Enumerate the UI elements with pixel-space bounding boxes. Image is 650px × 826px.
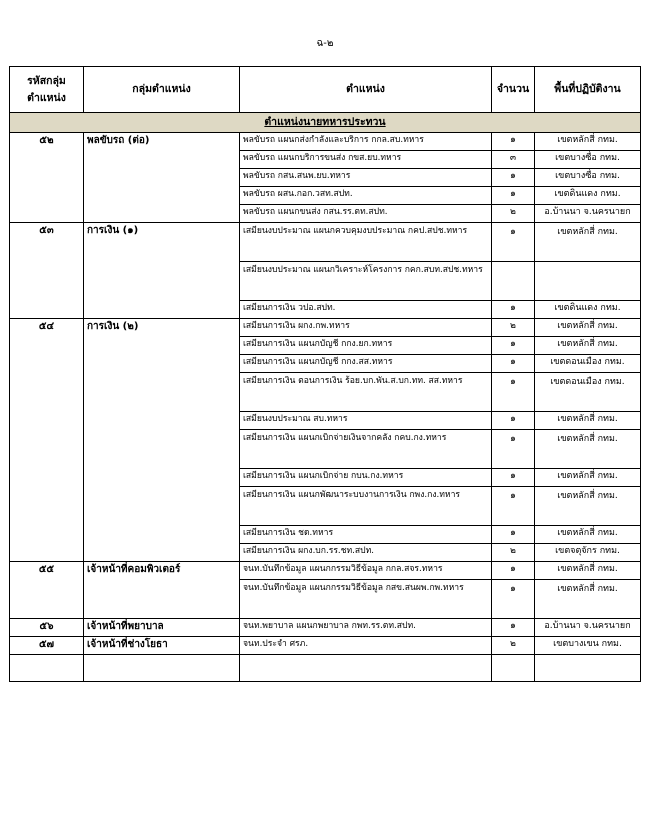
area-cell: เขตดินแดง กทม.: [535, 301, 641, 319]
quantity-cell: ๒: [492, 544, 535, 562]
area-cell: เขตหลักสี่ กทม.: [535, 526, 641, 544]
quantity-cell: ๒: [492, 319, 535, 337]
quantity-cell: ๑: [492, 223, 535, 262]
group-code: ๕๔: [10, 319, 84, 337]
area-cell: เขตหลักสี่ กทม.: [535, 469, 641, 487]
header-quantity: จำนวน: [492, 67, 535, 113]
position-cell: เสมียนการเงิน แผนกเบิกจ่ายเงินจากคลัง กคบ.กง.ทหาร: [240, 430, 492, 469]
area-cell: เขตบางซื่อ กทม.: [535, 151, 641, 169]
position-cell: เสมียนงบประมาณ แผนกวิเคราะห์โครงการ กคก.สบท.สปช.ทหาร: [240, 262, 492, 301]
area-cell: เขตจตุจักร กทม.: [535, 544, 641, 562]
quantity-cell: ๑: [492, 301, 535, 319]
section-title: ตำแหน่งนายทหารประทวน: [10, 113, 641, 133]
quantity-cell: ๑: [492, 562, 535, 580]
area-cell: เขตบางเขน กทม.: [535, 637, 641, 655]
position-cell: พลขับรถ ผสน.กอก.วสท.สปท.: [240, 187, 492, 205]
area-cell: เขตดอนเมือง กทม.: [535, 355, 641, 373]
area-cell: เขตดอนเมือง กทม.: [535, 373, 641, 412]
quantity-cell: ๑: [492, 430, 535, 469]
position-cell: เสมียนการเงิน ผกง.กพ.ทหาร: [240, 319, 492, 337]
quantity-cell: ๑: [492, 487, 535, 526]
position-cell: จนท.พยาบาล แผนกพยาบาล กพท.รร.ตท.สปท.: [240, 619, 492, 637]
group-code: ๕๒: [10, 133, 84, 151]
position-cell: เสมียนงบประมาณ แผนกควบคุมงบประมาณ กคป.สปช.ทหาร: [240, 223, 492, 262]
area-cell: เขตหลักสี่ กทม.: [535, 133, 641, 151]
area-cell: เขตหลักสี่ กทม.: [535, 580, 641, 619]
position-cell: จนท.ประจำ ศรภ.: [240, 637, 492, 655]
position-cell: จนท.บันทึกข้อมูล แผนกกรรมวิธีข้อมูล กสข.สนผพ.กพ.ทหาร: [240, 580, 492, 619]
group-code: ๕๕: [10, 562, 84, 580]
position-cell: เสมียนงบประมาณ สบ.ทหาร: [240, 412, 492, 430]
header-area: พื้นที่ปฏิบัติงาน: [535, 67, 641, 113]
position-cell: พลขับรถ กสน.สนพ.ยบ.ทหาร: [240, 169, 492, 187]
positions-table: [9, 66, 641, 682]
position-cell: พลขับรถ แผนกส่งกำลังและบริการ กกล.สบ.ทหาร: [240, 133, 492, 151]
group-name: พลขับรถ (ต่อ): [84, 133, 240, 151]
group-name: เจ้าหน้าที่พยาบาล: [84, 619, 240, 637]
quantity-cell: ๒: [492, 205, 535, 223]
quantity-cell: ๒: [492, 637, 535, 655]
quantity-cell: ๑: [492, 373, 535, 412]
group-code: ๕๗: [10, 637, 84, 655]
header-position: ตำแหน่ง: [240, 67, 492, 113]
position-cell: พลขับรถ แผนกขนส่ง กสน.รร.ตท.สปท.: [240, 205, 492, 223]
group-name: เจ้าหน้าที่ช่างโยธา: [84, 637, 240, 655]
quantity-cell: ๑: [492, 469, 535, 487]
area-cell: [535, 262, 641, 301]
position-cell: เสมียนการเงิน แผนกบัญชี กกง.สส.ทหาร: [240, 355, 492, 373]
quantity-cell: ๑: [492, 526, 535, 544]
quantity-cell: [492, 262, 535, 301]
position-cell: พลขับรถ แผนกบริการขนส่ง กขส.ยบ.ทหาร: [240, 151, 492, 169]
quantity-cell: ๓: [492, 151, 535, 169]
header-group: กลุ่มตำแหน่ง: [84, 67, 240, 113]
quantity-cell: ๑: [492, 412, 535, 430]
page-number: ฉ-๒: [316, 38, 334, 49]
area-cell: เขตหลักสี่ กทม.: [535, 562, 641, 580]
group-code: ๕๓: [10, 223, 84, 262]
area-cell: เขตหลักสี่ กทม.: [535, 319, 641, 337]
area-cell: เขตดินแดง กทม.: [535, 187, 641, 205]
area-cell: เขตหลักสี่ กทม.: [535, 487, 641, 526]
area-cell: เขตหลักสี่ กทม.: [535, 223, 641, 262]
quantity-cell: ๑: [492, 133, 535, 151]
quantity-cell: ๑: [492, 580, 535, 619]
position-cell: เสมียนการเงิน ชด.ทหาร: [240, 526, 492, 544]
quantity-cell: ๑: [492, 187, 535, 205]
position-cell: เสมียนการเงิน วปอ.สปท.: [240, 301, 492, 319]
position-cell: เสมียนการเงิน แผนกเบิกจ่าย กบน.กง.ทหาร: [240, 469, 492, 487]
quantity-cell: ๑: [492, 337, 535, 355]
group-code: ๕๖: [10, 619, 84, 637]
area-cell: เขตหลักสี่ กทม.: [535, 412, 641, 430]
quantity-cell: ๑: [492, 619, 535, 637]
group-name: การเงิน (๒): [84, 319, 240, 337]
area-cell: อ.บ้านนา จ.นครนายก: [535, 205, 641, 223]
area-cell: อ.บ้านนา จ.นครนายก: [535, 619, 641, 637]
position-cell: เสมียนการเงิน แผนกบัญชี กกง.ยก.ทหาร: [240, 337, 492, 355]
position-cell: จนท.บันทึกข้อมูล แผนกกรรมวิธีข้อมูล กกล.สจร.ทหาร: [240, 562, 492, 580]
position-cell: เสมียนการเงิน ผกง.บก.รร.ชท.สปท.: [240, 544, 492, 562]
group-name: เจ้าหน้าที่คอมพิวเตอร์: [84, 562, 240, 580]
header-code: รหัสกลุ่มตำแหน่ง: [10, 67, 84, 113]
area-cell: เขตบางซื่อ กทม.: [535, 169, 641, 187]
quantity-cell: ๑: [492, 169, 535, 187]
area-cell: เขตหลักสี่ กทม.: [535, 337, 641, 355]
area-cell: เขตหลักสี่ กทม.: [535, 430, 641, 469]
position-cell: เสมียนการเงิน ตอนการเงิน ร้อย.บก.พัน.ส.บก.ทท. สส.ทหาร: [240, 373, 492, 412]
quantity-cell: ๑: [492, 355, 535, 373]
group-name: การเงิน (๑): [84, 223, 240, 262]
position-cell: เสมียนการเงิน แผนกพัฒนาระบบงานการเงิน กพง.กง.ทหาร: [240, 487, 492, 526]
